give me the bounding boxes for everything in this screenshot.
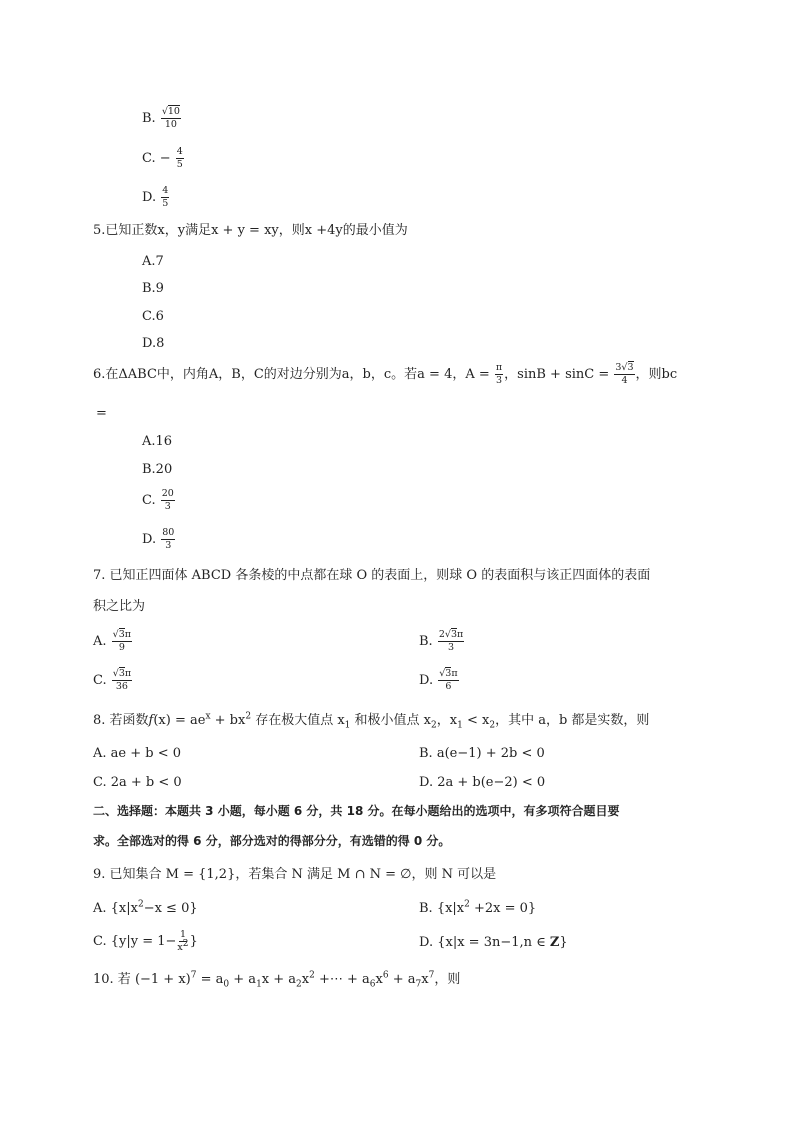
q10-stem: 10. 若 $(-1 + x)^7 = a_0 + a_1x + a_2x^2$ +⋯ + $a_6x^6 + a_7x^7$，则 bbox=[93, 970, 461, 990]
q5-option-d: D.8 bbox=[142, 336, 165, 351]
q8-option-c: C. 2a + b < 0 bbox=[93, 775, 182, 790]
q7-option-b: B. $\frac{2√3\pi}{3}$ bbox=[419, 629, 464, 653]
q6-option-c: C. $\frac{20}{3}$ bbox=[142, 488, 174, 512]
q7-stem: 7. 已知正四面体 ABCD 各条棱的中点都在球 O 的表面上，则球 O 的表面积与该正四面体的表面 bbox=[93, 568, 651, 583]
q9-option-b: B. $\{x|x^2 +2x = 0\}$ bbox=[419, 899, 537, 916]
q8-stem: 8. 若函数$f(x) = ae^x + bx^2$ 存在极大值点 $x_1$ 和极小值点 $x_2$，$x_1 < x_2$，其中 a，b 都是实数，则 bbox=[93, 711, 650, 731]
q4-option-d-fraction: $\frac{4}{5}$ bbox=[162, 185, 169, 209]
q5-option-c: C.6 bbox=[142, 309, 164, 324]
q8-option-a: A. ae + b < 0 bbox=[93, 746, 182, 761]
q6-angle-fraction: $\frac{\pi}{3}$ bbox=[495, 362, 503, 386]
section-2-heading: 二、选择题：本题共 3 小题，每小题 6 分，共 18 分。在每小题给出的选项中，有多项符合题目要 bbox=[93, 804, 620, 818]
q6-option-b: B.20 bbox=[142, 462, 173, 477]
q9-option-a: A. $\{x|x^2-x \le 0\}$ bbox=[93, 899, 198, 916]
q9-option-d: D. {x|x = 3n−1,n ∈ Z} bbox=[419, 935, 568, 950]
q4-option-c: C. − $\frac{4}{5}$ bbox=[142, 146, 183, 170]
q6-option-a: A.16 bbox=[142, 434, 173, 449]
q6-sum-fraction: $\frac{3√3}{4}$ bbox=[615, 362, 634, 386]
q8-option-d: D. 2a + b(e−2) < 0 bbox=[419, 775, 546, 790]
q5-stem: 5.已知正数x，y满足x + y = xy，则x +4y的最小值为 bbox=[93, 223, 408, 238]
q5-option-a: A.7 bbox=[142, 254, 164, 269]
q4-option-b: B. $\frac{√10}{10}$ bbox=[142, 106, 180, 130]
q4-option-c-fraction: $\frac{4}{5}$ bbox=[176, 146, 183, 170]
q5-option-b: B.9 bbox=[142, 281, 164, 296]
q7-option-d: D. $\frac{√3\pi}{6}$ bbox=[419, 668, 458, 692]
q4-option-d: D. $\frac{4}{5}$ bbox=[142, 185, 169, 209]
q8-option-b: B. a(e−1) + 2b < 0 bbox=[419, 746, 545, 761]
q6-stem-continuation: = bbox=[96, 406, 107, 421]
q6-stem: 6.在ΔABC中，内角A，B，C的对边分别为a，b，c。若a = 4，A = $\frac{\pi}{3}$ ，sinB + sinC = $\frac{3√3}{4}$ ，则bc bbox=[93, 362, 678, 386]
q7-stem-continuation: 积之比为 bbox=[93, 599, 146, 614]
q7-option-c: C. $\frac{√3\pi}{36}$ bbox=[93, 668, 132, 692]
q9-stem: 9. 已知集合 M = {1,2}，若集合 N 满足 M ∩ N = ∅，则 N 可以是 bbox=[93, 867, 497, 882]
q7-option-a: A. $\frac{√3\pi}{9}$ bbox=[93, 629, 132, 653]
section-2-heading-continuation: 求。全部选对的得 6 分，部分选对的得部分分，有选错的得 0 分。 bbox=[93, 834, 451, 848]
q9-option-c: C. {y|y = 1− $\frac{1}{x^2}$ } bbox=[93, 929, 198, 953]
q6-option-d: D. $\frac{80}{3}$ bbox=[142, 527, 175, 551]
q4-option-b-fraction: $\frac{√10}{10}$ bbox=[161, 106, 180, 130]
